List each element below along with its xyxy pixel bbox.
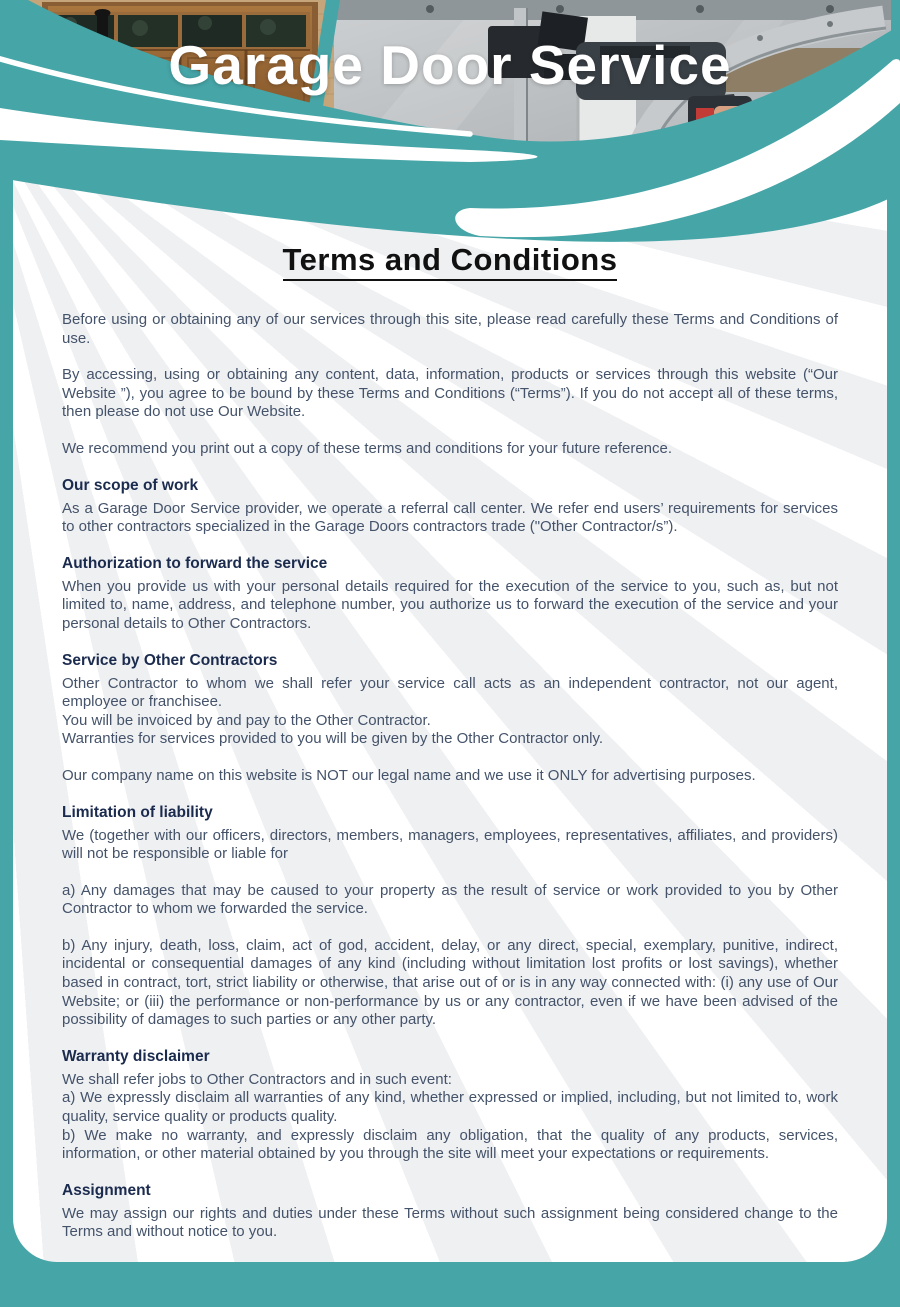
section-assignment (62, 1182, 838, 1242)
section-limitation-of-liability (62, 804, 838, 1030)
section-paragraph: We (together with our officers, directors, members, managers, employees, representatives, affiliates, and providers) will not be responsible or liable for (62, 826, 838, 863)
hero-banner (0, 0, 900, 270)
section-paragraph: Other Contractor to whom we shall refer your service call acts as an independent contractor, not our agent, employee or franchisee. You will be invoiced by and pay to the Other Contractor. Warranties for services provided to you will be given by the Other Contractor only. (62, 674, 838, 748)
intro-paragraph: We recommend you print out a copy of these terms and conditions for your future reference. (62, 439, 673, 457)
footer-band (0, 1262, 900, 1307)
section-heading: Our scope of work (62, 476, 199, 494)
section-heading: Authorization to forward the service (62, 554, 328, 572)
section-paragraph: a) Any damages that may be caused to your property as the result of service or work provided to you by Other Contractor to whom we forwarded the service. (62, 881, 838, 918)
section-paragraph: As a Garage Door Service provider, we operate a referral call center. We refer end users’ requirements for services to other contractors specialized in the Garage Doors contractors trade ("Other Contractor/s”). (62, 499, 838, 536)
section-our-scope-of-work (62, 477, 838, 537)
section-heading: Warranty disclaimer (62, 1047, 210, 1065)
section-paragraph: Our company name on this website is NOT our legal name and we use it ONLY for advertising purposes. (62, 766, 756, 784)
section-heading: Assignment (62, 1181, 151, 1199)
section-warranty-disclaimer (62, 1048, 838, 1164)
section-paragraph: When you provide us with your personal details required for the execution of the service to you, such as, but not limited to, name, address, and telephone number, you authorize us to forward the execution of the service and your personal details to Other Contractors. (62, 577, 838, 632)
intro-paragraph: By accessing, using or obtaining any content, data, information, products or services through this website (“Our Website ”), you agree to be bound by these Terms and Conditions (“Terms”). If you do not accept all of these terms, then please do not use Our Website. (62, 366, 838, 421)
section-authorization (62, 555, 838, 634)
hero-title: Garage Door Service (168, 34, 732, 96)
page-title: Terms and Conditions (62, 242, 838, 281)
section-paragraph: We shall refer jobs to Other Contractors and in such event: a) We expressly disclaim all warranties of any kind, whether expressed or implied, including, but not limited to, work quality, service quality or products quality. b) We make no warranty, and expressly disclaim any obligation, that the quality of any products, services, information, or other material obtained by you through the site will meet your expectations or requirements. (62, 1070, 838, 1163)
section-paragraph: b) Any injury, death, loss, claim, act of god, accident, delay, or any direct, special, exemplary, punitive, indirect, incidental or consequential damages of any kind (including without limitation lost profits or lost savings), whether based in contract, tort, strict liability or otherwise, that arise out of or is in any way connected with: (i) any use of Our Website; or (iii) the performance or non-performance by us or any contractor, even if we have been advised of the possibility of damages to such parties or any other party. (62, 936, 838, 1029)
section-heading: Limitation of liability (62, 803, 213, 821)
section-paragraph: We may assign our rights and duties under these Terms without such assignment being considered change to the Terms and without notice to you. (62, 1204, 838, 1241)
section-heading: Service by Other Contractors (62, 651, 278, 669)
intro-paragraph: Before using or obtaining any of our services through this site, please read carefully these Terms and Conditions of use. (62, 311, 838, 347)
section-service-by-other-contractors (62, 652, 838, 786)
